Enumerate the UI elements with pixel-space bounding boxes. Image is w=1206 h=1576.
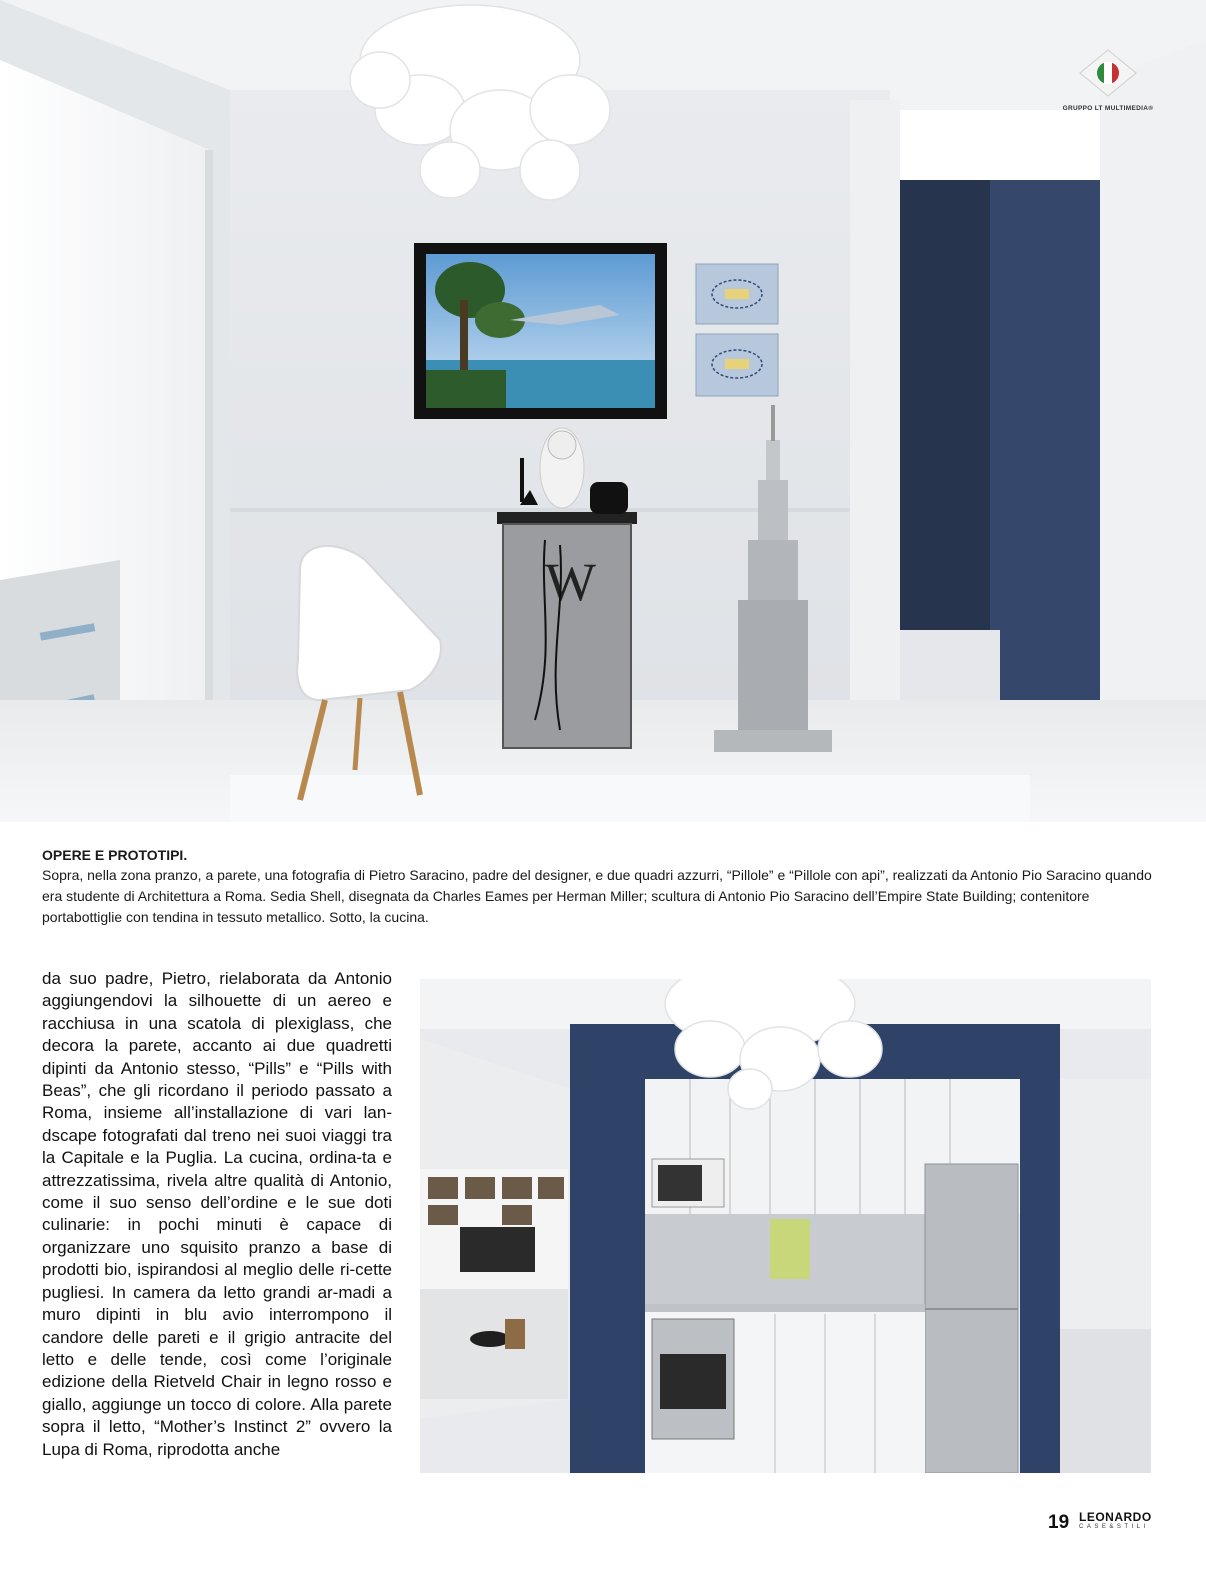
publisher-logo-text: GRUPPO LT MULTIMEDIA®	[1062, 105, 1154, 112]
body-text-column	[42, 968, 392, 1461]
kitchen-photo	[420, 979, 1151, 1473]
page-number: 19	[1048, 1512, 1070, 1533]
brand-name: LEONARDO	[1079, 1510, 1152, 1524]
body-paragraph: da suo padre, Pietro, rielaborata da Antonio aggiungendovi la silhouette di un aereo e racchiusa in una scatola di plexiglass, che decora la parete, accanto ai due quadretti dipinti da Antonio stesso, “Pills” e “Pills with Beas”, che gli ricordano il periodo passato a Roma, insieme all’installazione di vari lan-dscape fotografati dal treno nei suoi viaggi tra la Capitale e la Puglia. La cucina, ordina-ta e attrezzatissima, rivela altre qualità di Antonio, come il suo senso dell’ordine e le sue doti culinarie: in pochi minuti è capace di organizzare uno squisito pranzo a base di prodotti bio, ispirandosi al meglio delle ri-cette pugliesi. In camera da letto grandi ar-madi a muro dipinti in blu avio interrompono il candore delle pareti e il grigio antracite del letto e delle tende, così come l’originale edizione della Rietveld Chair in legno rosso e giallo, aggiunge un tocco di colore. Alla parete sopra il letto, “Mother’s Instinct 2” ovvero la Lupa di Roma, riprodotta anche	[42, 969, 392, 1459]
italian-flag-icon	[1078, 48, 1138, 98]
publisher-logo	[1060, 48, 1156, 112]
brand-subtitle: CASE&STILI	[1079, 1524, 1149, 1530]
svg-text:W: W	[545, 552, 596, 612]
magazine-brand	[1079, 1511, 1159, 1531]
caption-title: OPERE E PROTOTIPI.	[42, 847, 188, 863]
photo-caption	[42, 845, 1162, 928]
caption-text: Sopra, nella zona pranzo, a parete, una fotografia di Pietro Saracino, padre del designer, e due quadri azzurri, “Pillole” e “Pillole con api”, realizzati da Antonio Pio Saracino quando era studente di Architettura a Roma. Sedia Shell, disegnata da Charles Eames per Herman Miller; scultura di Antonio Pio Saracino dell’Empire State Building; contenitore portabottiglie con tendina in tessuto metallico. Sotto, la cucina.	[42, 867, 1152, 925]
